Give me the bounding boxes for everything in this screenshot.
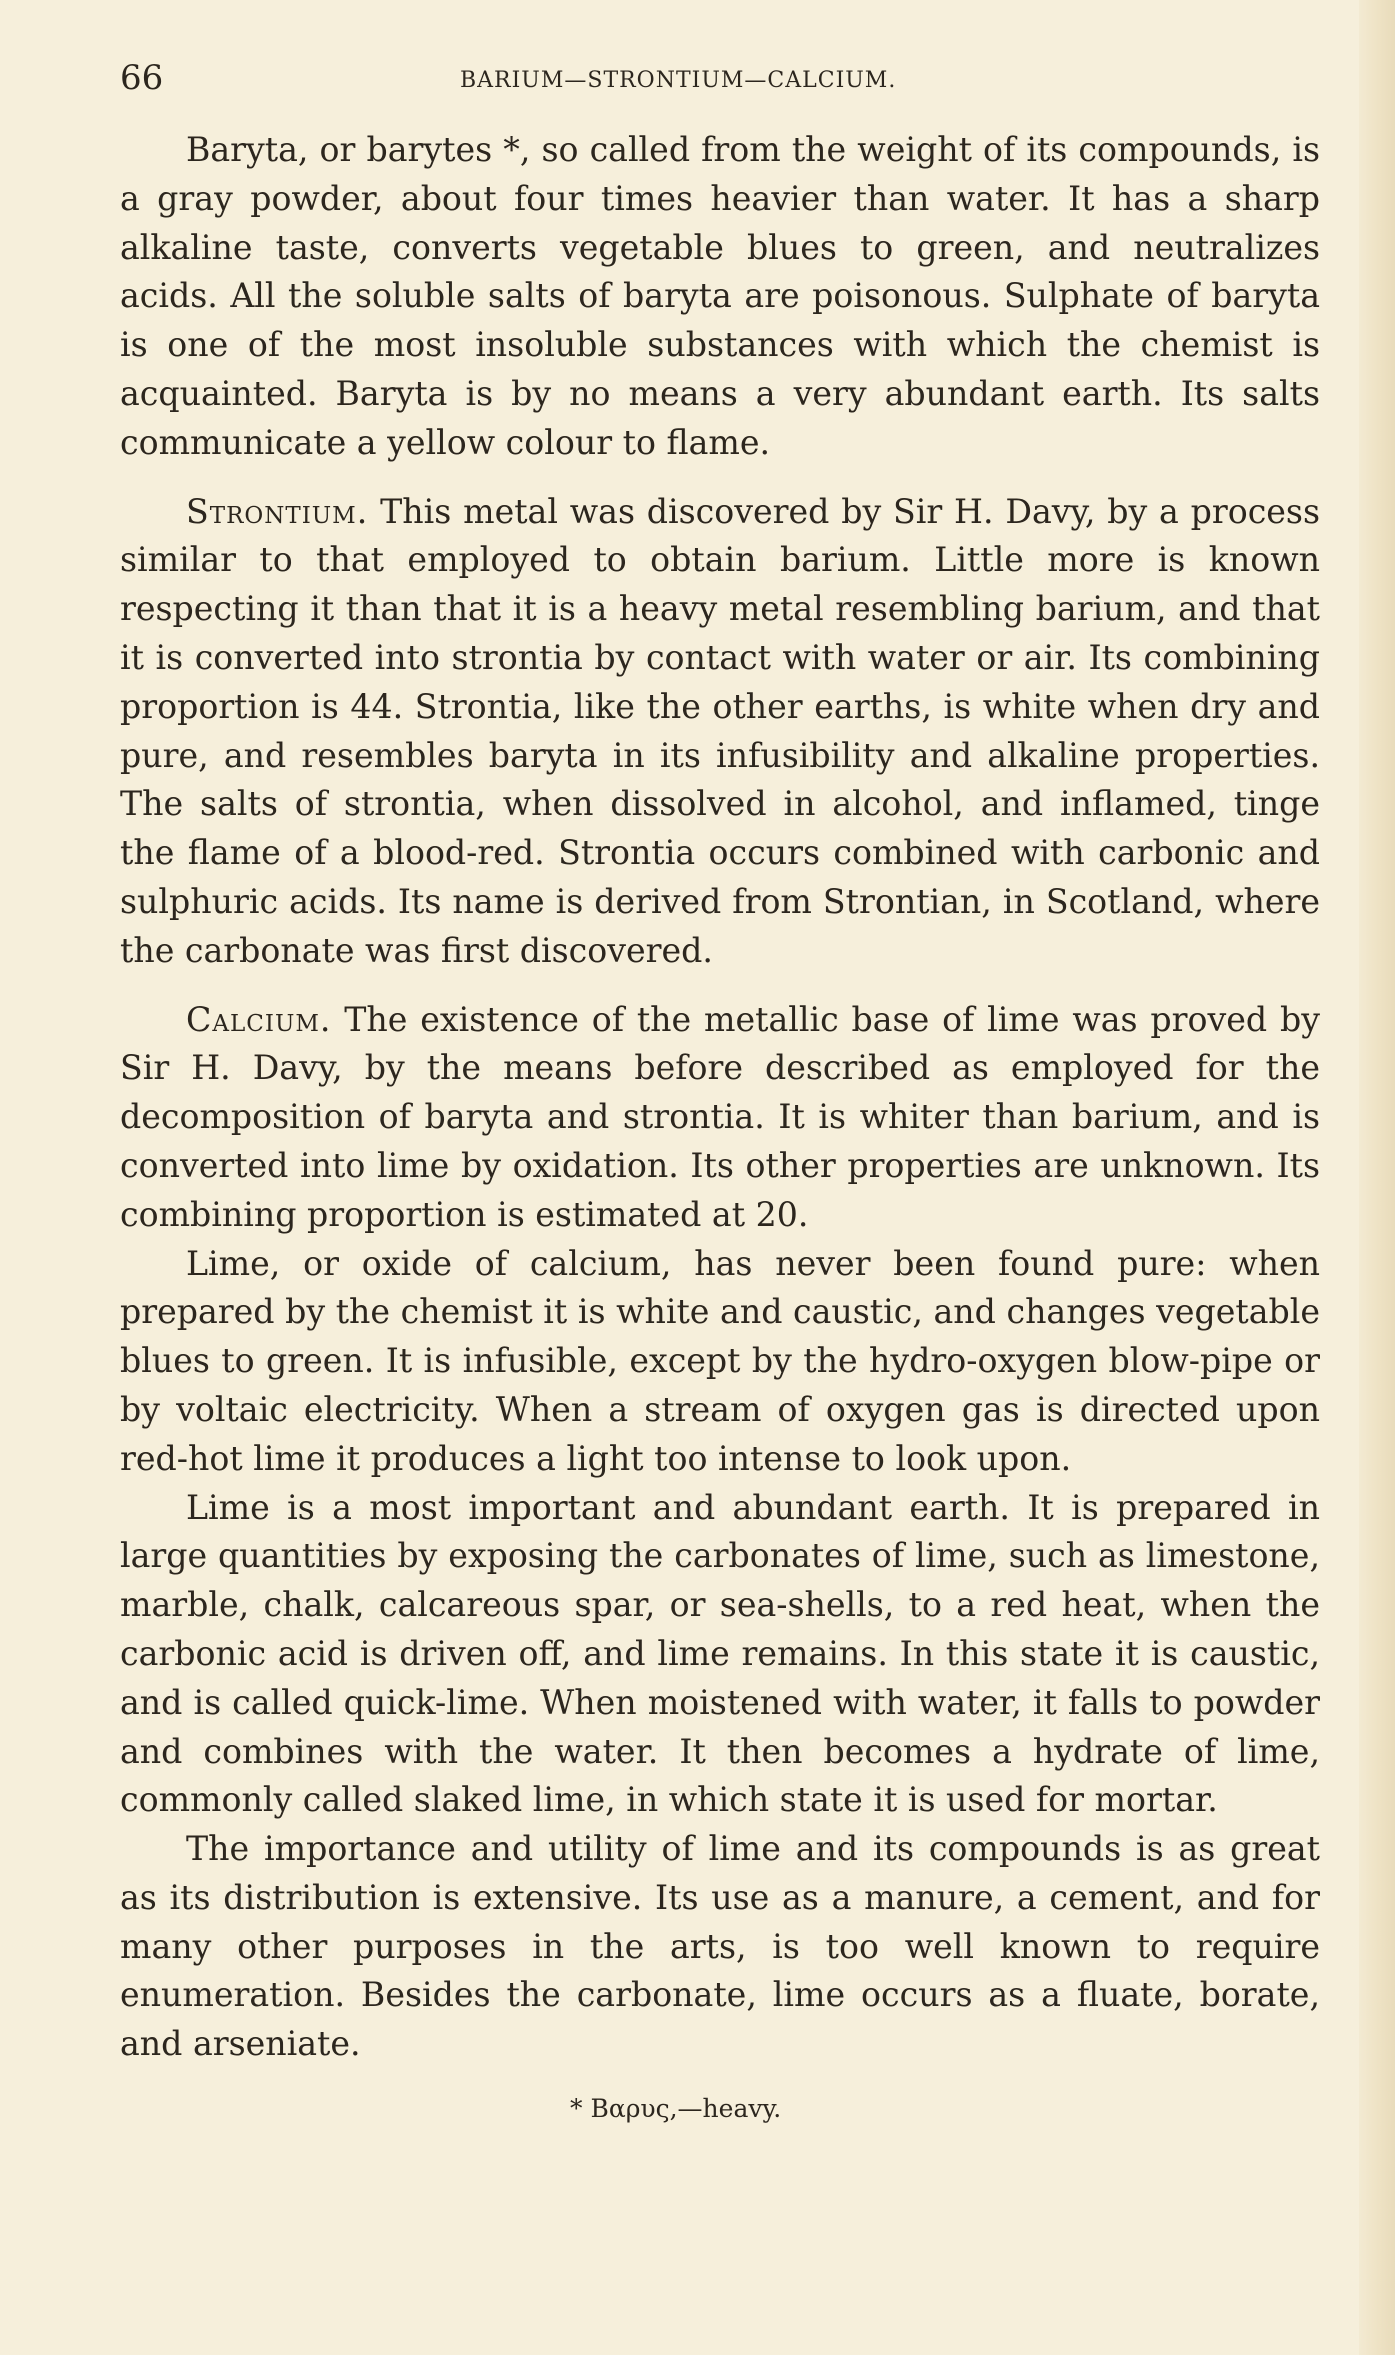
paragraph-baryta [120,126,1320,468]
paragraph-text: The importance and utility of lime and its compounds is as great as its distribution is extensive. Its use as a manure, a cement, and for many other purposes in the arts, is too well known to require enumeration. Besides the carbonate, lime occurs as a fluate, borate, and arseniate. [120,1829,1320,2064]
paragraph-text: Lime is a most important and abundant earth. It is prepared in large quantities by exposing the carbonates of lime, such as limestone, marble, chalk, calcareous spar, or sea-shells, to a red heat, when the carbonic acid is driven off, and lime remains. In this state it is caustic, and is called quick-lime. When moistened with water, it falls to powder and combines with the water. It then becomes a hydrate of lime, commonly called slaked lime, in which state it is used for mortar. [120,1487,1320,1820]
body-text [120,126,1320,2129]
running-head [120,52,1320,104]
paragraph-calcium [120,996,1320,1240]
paragraph-lime-oxide [120,1240,1320,1484]
page-edge-shadow [1359,0,1395,2355]
section-heading-strontium: Strontium. [186,491,369,531]
paragraph-lime-preparation [120,1484,1320,1826]
running-head-title: BARIUM—STRONTIUM—CALCIUM. [460,68,897,93]
paragraph-text: The existence of the metallic base of lime was proved by Sir H. Davy, by the means before described as employed for the decomposition of baryta and strontia. It is whiter than barium, and is converted into lime by oxidation. Its other properties are unknown. Its combining proportion is estimated at 20. [120,999,1320,1234]
paragraph-lime-importance [120,1825,1320,2069]
page-number: 66 [120,58,164,98]
section-heading-calcium: Calcium. [186,999,332,1039]
book-page [120,52,1320,2129]
paragraph-text: Baryta, or barytes *, so called from the weight of its compounds, is a gray powder, about four times heavier than water. It has a sharp alkaline taste, converts vegetable blues to green, and neutralizes acids. All the soluble salts of baryta are poisonous. Sulphate of baryta is one of the most insoluble substances with which the chemist is acquainted. Baryta is by no means a very abundant earth. Its salts communicate a yellow colour to flame. [120,130,1320,462]
footnote: * Βαρυς,—heavy. [570,2094,782,2124]
paragraph-strontium [120,488,1320,976]
paragraph-text: This metal was discovered by Sir H. Davy, by a process similar to that employed to obtain barium. Little more is known respecting it than that it is a heavy metal resembling barium, and that it is converted into strontia by contact with water or air. Its combining proportion is 44. Strontia, like the other earths, is white when dry and pure, and resembles baryta in its infusibility and alkaline properties. The salts of strontia, when dissolved in alcohol, and inflamed, tinge the flame of a blood-red. Strontia occurs combined with carbonic and sulphuric acids. Its name is derived from Strontian, in Scotland, where the carbonate was first discovered. [120,491,1320,970]
paragraph-text: Lime, or oxide of calcium, has never been found pure: when prepared by the chemist it is white and caustic, and changes vegetable blues to green. It is infusible, except by the hydro-oxygen blow-pipe or by voltaic electricity. When a stream of oxygen gas is directed upon red-hot lime it produces a light too intense to look upon. [120,1243,1320,1478]
